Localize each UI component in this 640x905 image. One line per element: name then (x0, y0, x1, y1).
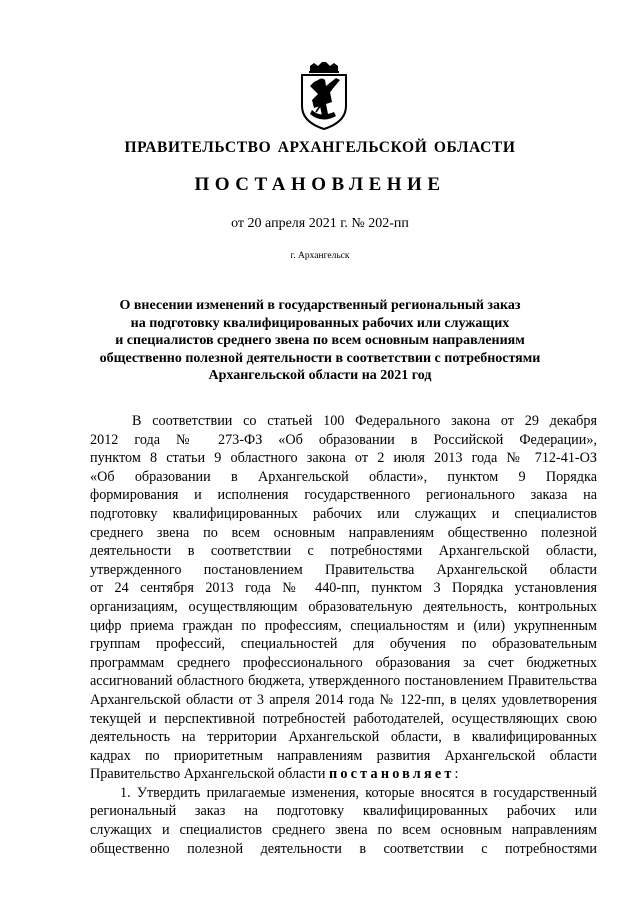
body-line: ассигнований областного бюджета, утвержденного постановлением Правительства (90, 673, 597, 690)
date-and-number: от 20 апреля 2021 г. № 202-пп (231, 216, 409, 231)
body-line: программам среднего профессионального образования за счет бюджетных (90, 654, 597, 671)
body-line: группам профессий, специальностей для обучения по образовательным (90, 636, 597, 653)
body-line: деятельность на территории Архангельской области, в квалифицированных (90, 729, 597, 746)
document-title (92, 297, 548, 385)
body-line: подготовку квалифицированных рабочих или служащих и специалистов (90, 505, 597, 522)
arkhangelsk-coat-of-arms-icon (296, 62, 352, 130)
body-line: деятельности в соответствии с потребностями Архангельской области, (90, 543, 597, 560)
item-line: служащих и специалистов среднего звена по всем основным направлениям (90, 822, 597, 839)
decree-colon: : (454, 766, 459, 783)
title-line: Архангельской области на 2021 год (208, 368, 432, 384)
body-line: 2012 года № 273-ФЗ «Об образовании в Российской Федерации», (90, 431, 597, 448)
item-line: 1. Утвердить прилагаемые изменения, которые вносятся в государственный (120, 784, 597, 801)
body-line: формирования и исполнения государственного регионального заказа на (90, 487, 597, 504)
document-body (90, 412, 597, 858)
item-line: региональный заказ на подготовку квалифицированных рабочих или (90, 803, 597, 820)
body-line: цифр приема граждан по профессиям, специальностям и (или) укрупненным (90, 617, 597, 634)
title-line: общественно полезной деятельности в соответствии с потребностями (99, 350, 541, 366)
body-line: пунктом 8 статьи 9 областного закона от 2 июля 2013 года № 712-41-ОЗ (90, 450, 597, 467)
body-line: текущей и перспективной потребностей работодателей, осуществляющих свою (90, 710, 597, 727)
body-line: от 24 сентября 2013 года № 440-пп, пунктом 3 Порядка установления (90, 580, 597, 597)
body-line: среднего звена по всем основным направлениям общественно полезной (90, 524, 597, 541)
title-line: О внесении изменений в государственный региональный заказ (119, 298, 521, 313)
body-line: «Об образовании в Архангельской области», пунктом 9 Порядка (90, 468, 597, 485)
item-line: общественно полезной деятельности в соответствии с потребностями (90, 840, 597, 857)
title-line: на подготовку квалифицированных рабочих или служащих (130, 315, 510, 331)
city-line: г. Архангельск (290, 251, 350, 261)
body-line: утвержденного постановлением Правительства Архангельской области (90, 561, 597, 578)
government-name: ПРАВИТЕЛЬСТВО АРХАНГЕЛЬСКОЙ ОБЛАСТИ (124, 139, 516, 156)
document-type-heading: ПОСТАНОВЛЕНИЕ (194, 174, 446, 195)
title-line: и специалистов среднего звена по всем основным направлениям (115, 333, 525, 349)
body-line: Архангельской области от 3 апреля 2014 года № 122-пп, в целях удовлетворения (90, 691, 597, 708)
decree-line-prefix: Правительство Архангельской области (90, 766, 330, 783)
decree-line (90, 765, 597, 784)
body-line: В соответствии со статьей 100 Федерального закона от 29 декабря (132, 413, 597, 429)
body-line: организациям, осуществляющим образовательную деятельность, контрольных (90, 598, 597, 615)
decree-word: постановляет (329, 766, 455, 783)
body-line: кадрах по приоритетным направлениям развития Архангельской области (90, 747, 597, 764)
